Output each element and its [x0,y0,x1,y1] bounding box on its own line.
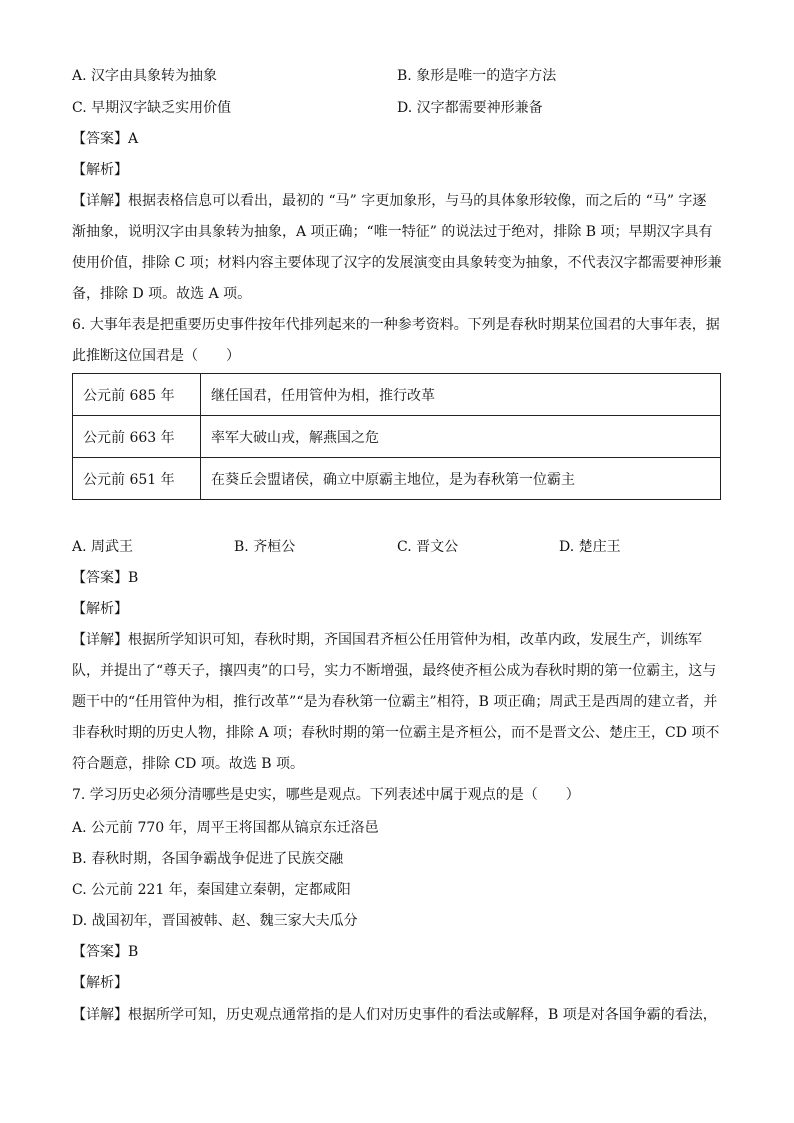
q6-option-d: D. 楚庄王 [559,539,621,555]
q7-option-c: C. 公元前 221 年，秦国建立秦朝，定都咸阳 [72,882,351,898]
q6-option-b: B. 齐桓公 [234,539,296,555]
q5-option-a: A. 汉字由具象转为抽象 [72,68,218,84]
q6-answer: 【答案】B [72,570,139,586]
q5-option-c: C. 早期汉字缺乏实用价值 [72,100,232,116]
table-row [73,416,721,458]
table-cell-year: 公元前 663 年 [73,416,201,458]
table-cell-event: 继任国君，任用管仲为相，推行改革 [201,374,721,416]
table-cell-year: 公元前 685 年 [73,374,201,416]
q5-detail-line: 使用价值，排除 C 项；材料内容主要体现了汉字的发展演变由具象转变为抽象，不代表汉字都需要神形兼 [72,255,722,271]
q6-detail-line: 题干中的“任用管仲为相，推行改革”“是为春秋第一位霸主”相符，B 项正确；周武王是西周的建立者，并 [72,694,718,710]
q5-detail-line: 备，排除 D 项。故选 A 项。 [72,286,252,302]
q7-option-b: B. 春秋时期，各国争霸战争促进了民族交融 [72,851,344,867]
q6-detail-line: 非春秋时期的历史人物，排除 A 项；春秋时期的第一位霸主是齐桓公，而不是晋文公、楚庄王，CD 项不 [72,725,720,741]
q6-detail-line: 符合题意，排除 CD 项。故选 B 项。 [72,756,305,772]
q6-chronology-table [72,373,721,500]
q5-answer: 【答案】A [72,131,139,147]
q7-detail-line: 【详解】根据所学可知，历史观点通常指的是人们对历史事件的看法或解释，B 项是对各国争霸的看法， [72,1007,717,1023]
q6-detail-line: 队，并提出了“尊天子，攘四夷”的口号，实力不断增强，最终使齐桓公成为春秋时期的第一位霸主，这与 [72,663,717,679]
q6-analysis-heading: 【解析】 [72,601,128,617]
q6-detail-line: 【详解】根据所学知识可知，春秋时期，齐国国君齐桓公任用管仲为相，改革内政，发展生产，训练军 [72,632,702,648]
table-cell-event: 率军大破山戎，解燕国之危 [201,416,721,458]
table-cell-event: 在葵丘会盟诸侯，确立中原霸主地位，是为春秋第一位霸主 [201,458,721,500]
table-row [73,374,721,416]
q7-answer: 【答案】B [72,944,139,960]
q5-detail-line: 渐抽象，说明汉字由具象转为抽象，A 项正确；“唯一特征” 的说法过于绝对，排除 B 项；早期汉字具有 [72,224,713,240]
q5-detail-line: 【详解】根据表格信息可以看出，最初的 “马” 字更加象形，与马的具体象形较像，而之后的 “马” 字逐 [72,193,707,209]
q7-stem: 7. 学习历史必须分清哪些是史实，哪些是观点。下列表述中属于观点的是（ ） [72,787,580,803]
table-row [73,458,721,500]
q7-option-a: A. 公元前 770 年，周平王将国都从镐京东迁洛邑 [72,820,379,836]
q7-option-d: D. 战国初年，晋国被韩、赵、魏三家大夫瓜分 [72,913,358,929]
q6-option-c: C. 晋文公 [397,539,459,555]
table-cell-year: 公元前 651 年 [73,458,201,500]
q6-option-a: A. 周武王 [72,539,134,555]
q6-stem-line: 6. 大事年表是把重要历史事件按年代排列起来的一种参考资料。下列是春秋时期某位国君的大事年表，据 [72,317,720,333]
q5-analysis-heading: 【解析】 [72,162,128,178]
q7-analysis-heading: 【解析】 [72,975,128,991]
q6-stem-line: 此推断这位国君是（ ） [72,348,240,364]
q5-option-d: D. 汉字都需要神形兼备 [397,100,543,116]
q5-option-b: B. 象形是唯一的造字方法 [397,68,557,84]
